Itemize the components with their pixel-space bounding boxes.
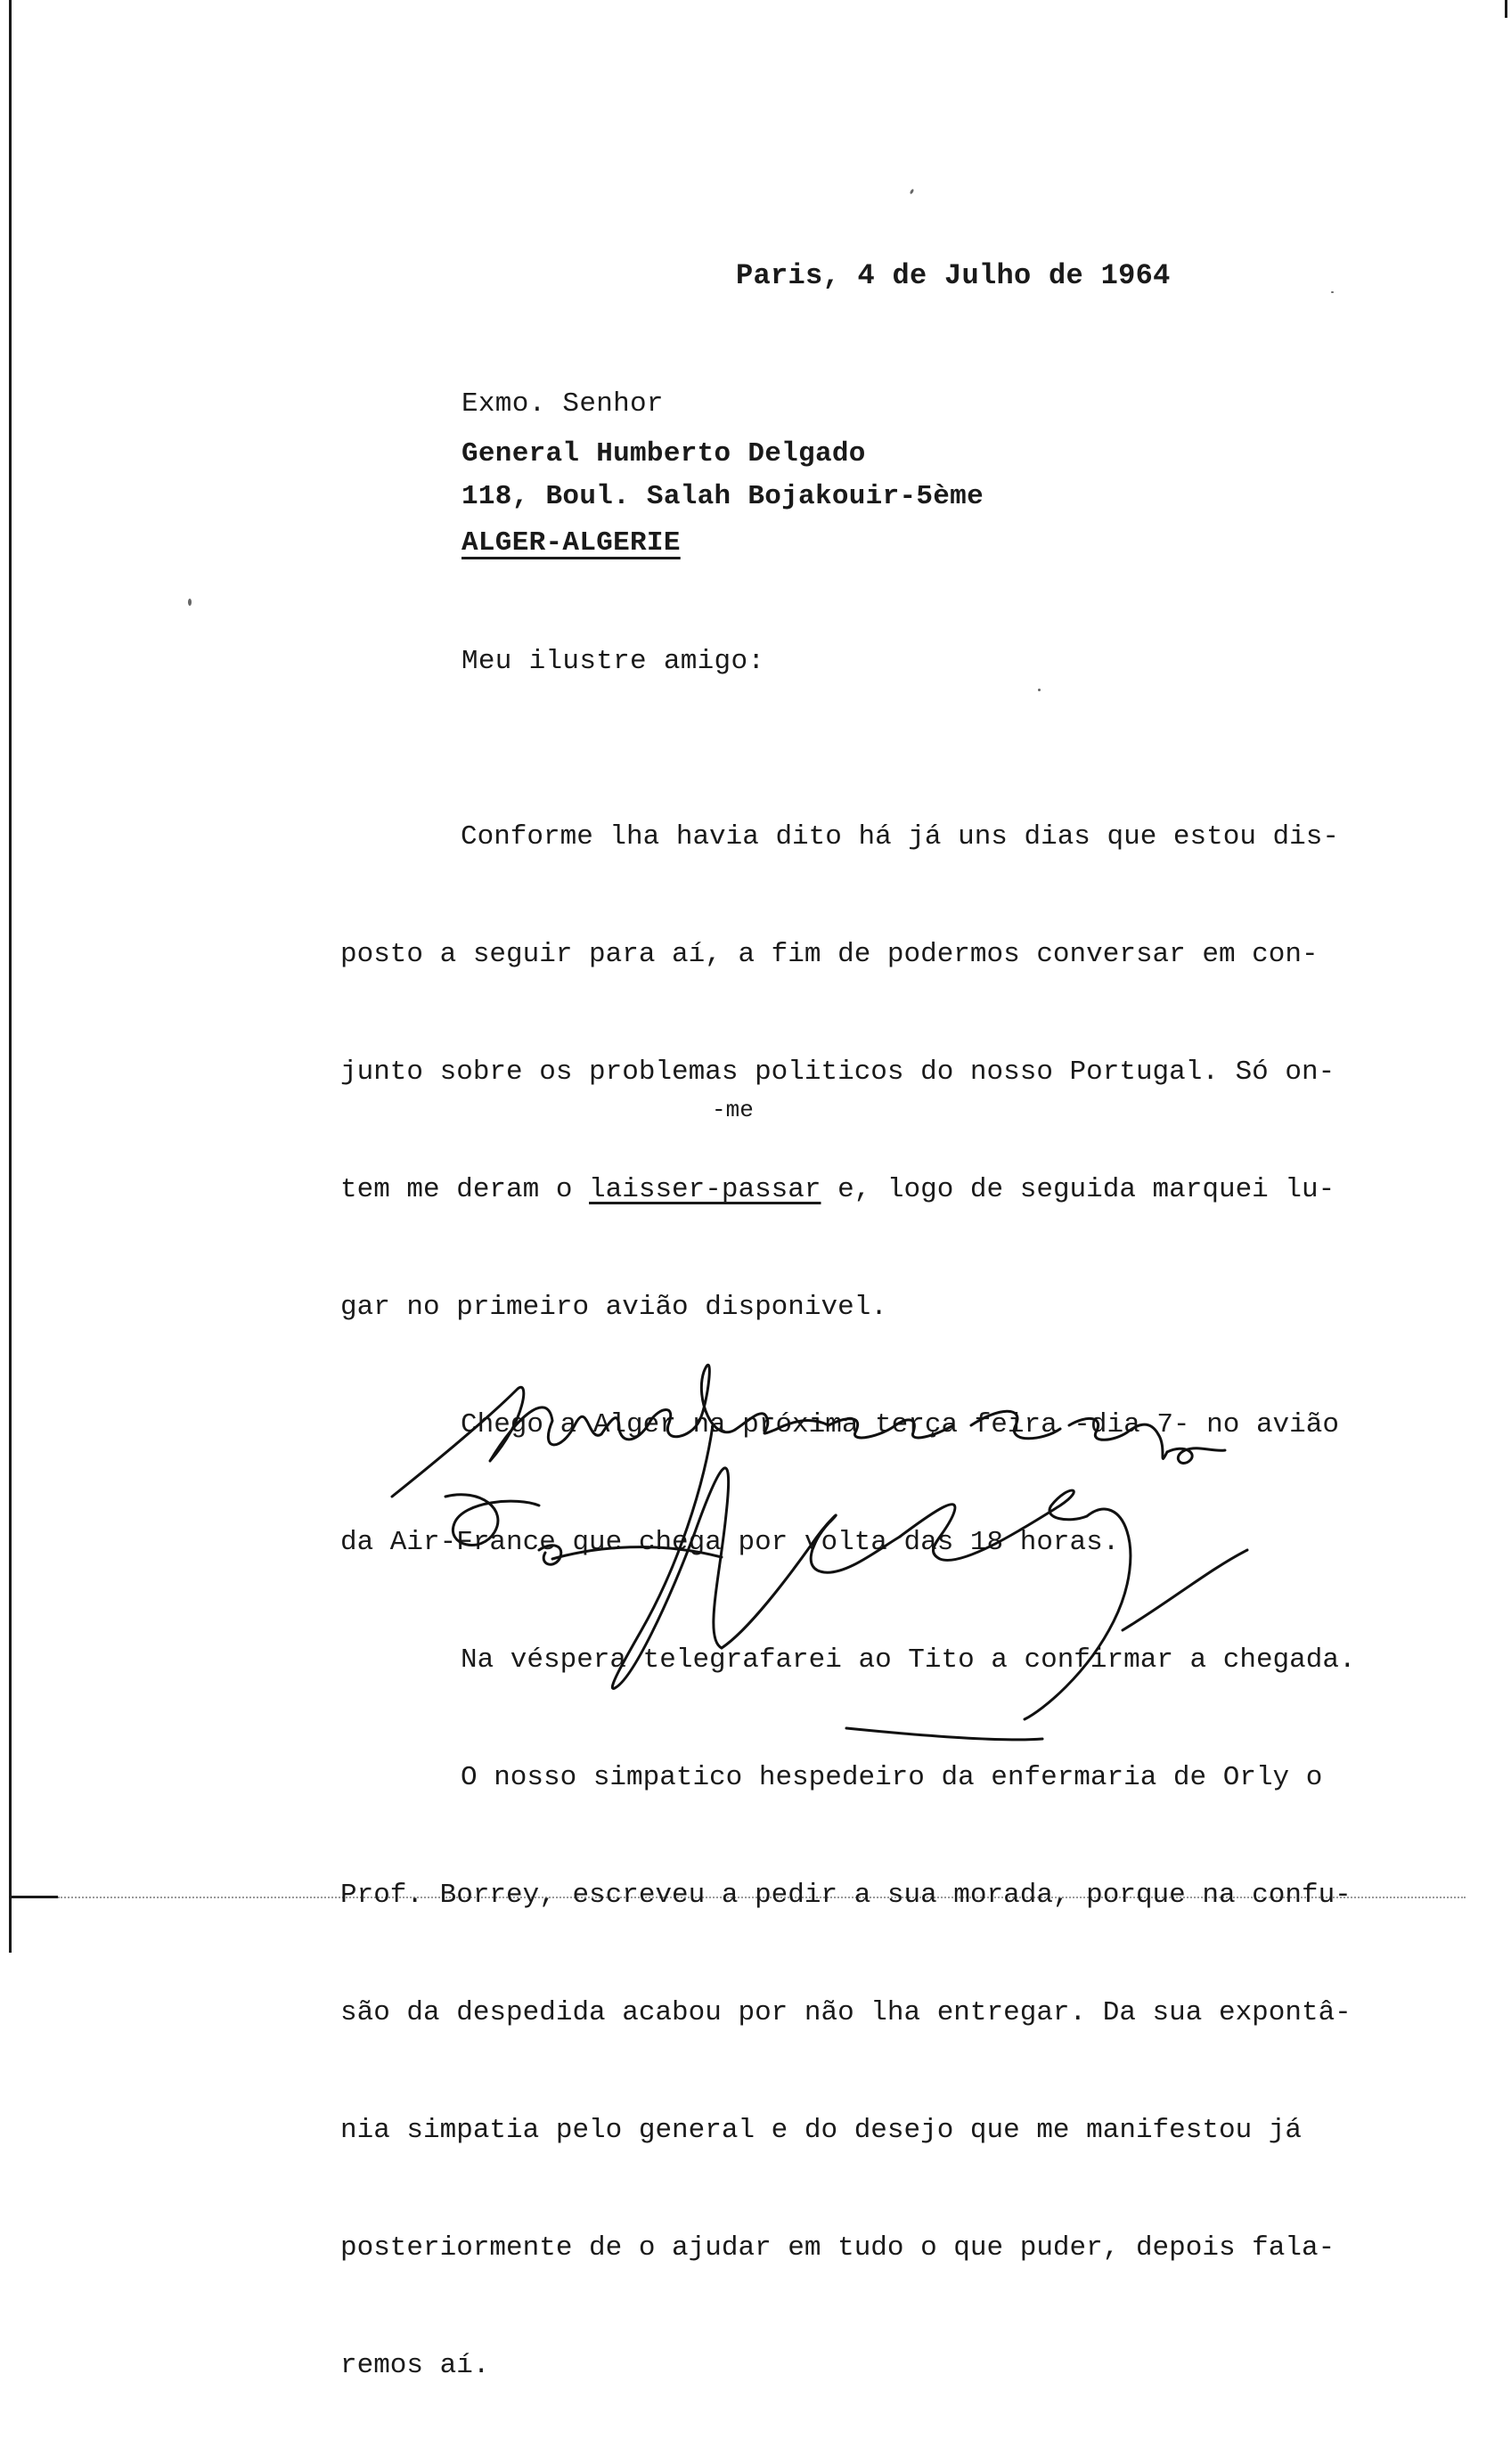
body-line: posteriormente de o ajudar em tudo o que puder, depois fala- <box>340 2232 1335 2264</box>
body-line: Conforme lha havia dito há já uns dias que estou dis- <box>461 821 1339 853</box>
body-line: posto a seguir para aí, a fim de podermos conversar em con- <box>340 939 1319 970</box>
recipient-city: ALGER-ALGERIE <box>461 527 681 559</box>
greeting: Meu ilustre amigo: <box>461 646 765 677</box>
recipient-street: 118, Boul. Salah Bojakouir-5ème <box>461 481 984 512</box>
scan-edge-bottom <box>9 1896 58 1898</box>
ink-speck <box>910 189 915 195</box>
body-line: Chego a Alger na próxima terça feira -dia 7- no avião <box>461 1409 1339 1440</box>
scan-edge-right <box>1505 0 1507 18</box>
body-line-part: tem me deram o <box>340 1174 590 1205</box>
body-line: são da despedida acabou por não lha entregar. Da sua expontâ- <box>340 1997 1352 2028</box>
body-line: O nosso simpatico hespedeiro da enfermaria de Orly o <box>461 1762 1323 1793</box>
body-line: junto sobre os problemas politicos do nosso Portugal. Só on- <box>340 1057 1335 1088</box>
ink-speck <box>1038 689 1041 691</box>
signature-drawing <box>383 1336 1497 1835</box>
laisser-passar-term: laisser-passar <box>589 1174 821 1205</box>
body-line: Na véspera telegrafarei ao Tito a confirmar a chegada. <box>461 1644 1356 1676</box>
body-line: gar no primeiro avião disponivel. <box>340 1292 887 1323</box>
body-line <box>340 1171 1454 1210</box>
handwritten-signature <box>383 1336 1497 1835</box>
interlinear-insert: -me <box>712 1097 754 1123</box>
letter-date: Paris, 4 de Julho de 1964 <box>736 259 1171 292</box>
recipient-title: Exmo. Senhor <box>461 388 664 420</box>
body-line: da Air-France que chega por volta das 18 horas. <box>340 1527 1120 1558</box>
body-line-part: e, logo de seguida marquei lu- <box>821 1174 1335 1205</box>
ink-speck <box>1331 291 1334 293</box>
body-line: Prof. Borrey, escreveu a pedir a sua morada, porque na confu- <box>340 1880 1352 1911</box>
body-line: nia simpatia pelo general e do desejo que me manifestou já <box>340 2115 1302 2146</box>
body-line: remos aí. <box>340 2350 490 2381</box>
scan-edge-left <box>9 0 12 1953</box>
ink-speck <box>188 599 192 606</box>
recipient-name: General Humberto Delgado <box>461 438 866 469</box>
